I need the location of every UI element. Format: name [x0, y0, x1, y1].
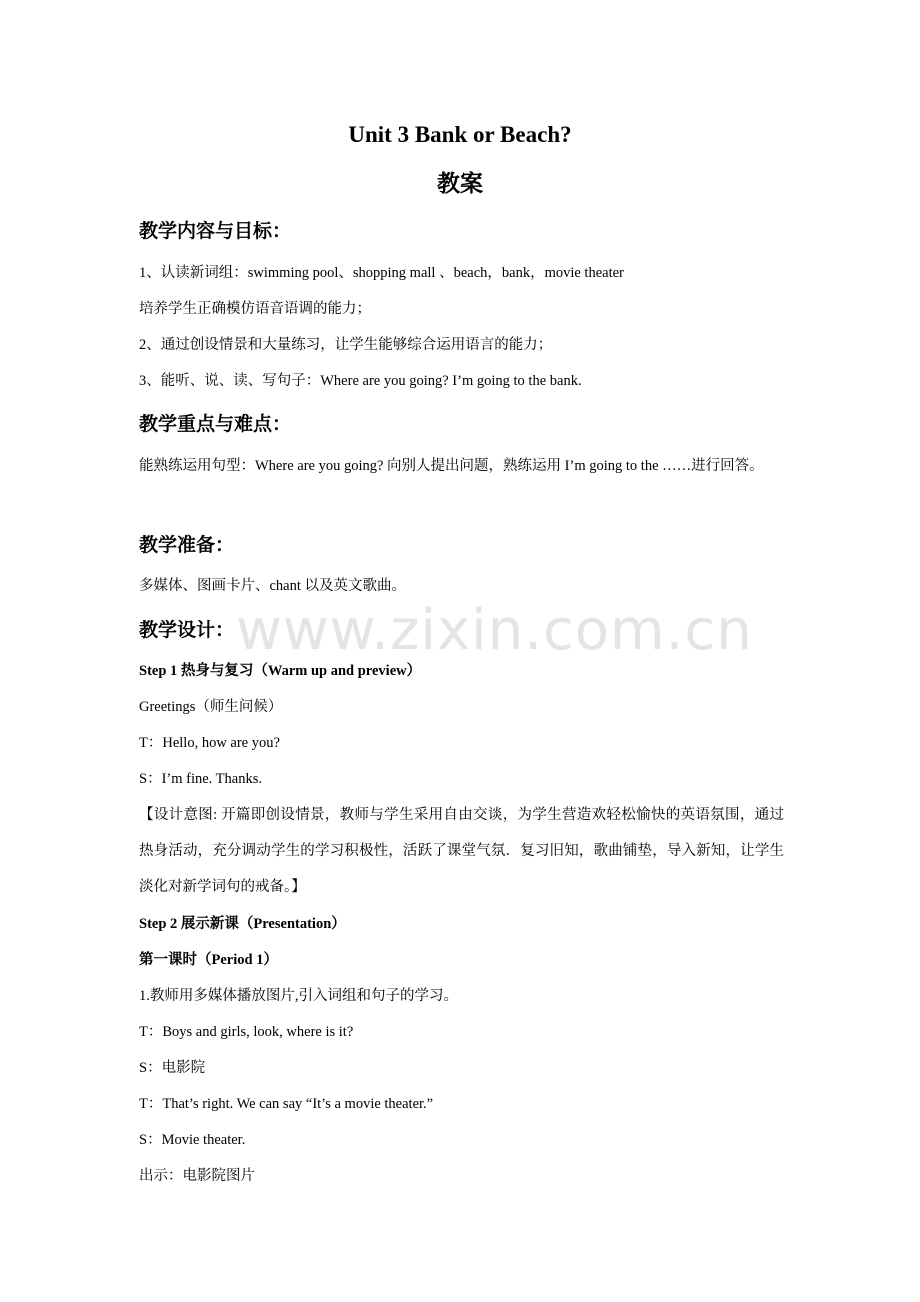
objectives-heading: 教学内容与目标：: [139, 220, 292, 242]
step1-line-1: Greetings（师生问候）: [139, 699, 283, 715]
preparation-heading: 教学准备：: [139, 534, 235, 556]
document-title: Unit 3 Bank or Beach?: [348, 122, 572, 147]
design-heading: 教学设计：: [139, 619, 235, 641]
key-points-heading: 教学重点与难点：: [139, 413, 292, 435]
step1-line-2: T：Hello, how are you?: [139, 735, 280, 751]
watermark-text: www.zixin.com.cn: [236, 598, 753, 663]
design-intent-paragraph: 【设计意图: 开篇即创设情景，教师与学生采用自由交谈，为学生营造欢轻松愉快的英语氛围，通过热身活动，充分调动学生的学习积极性，活跃了课堂气氛．复习旧知，歌曲铺垫，导入新知，让学生淡化对新学词句的戒备。】: [139, 807, 784, 895]
step2-title: Step 2 展示新课（Presentation）: [139, 916, 346, 932]
document-subtitle: 教案: [437, 171, 483, 197]
step2-line-6: 出示：电影院图片: [139, 1168, 255, 1184]
objectives-line-2: 培养学生正确模仿语音语调的能力；: [139, 301, 371, 317]
objectives-line-1: 1、认读新词组：swimming pool、shopping mall 、beach，bank，movie theater: [139, 265, 624, 281]
preparation-line: 多媒体、图画卡片、chant 以及英文歌曲。: [139, 578, 407, 594]
objectives-line-4: 3、能听、说、读、写句子：Where are you going? I’m going to the bank.: [139, 373, 582, 389]
step2-line-3: S：电影院: [139, 1060, 206, 1076]
step2-line-4: T：That’s right. We can say “It’s a movie theater.”: [139, 1096, 434, 1112]
step1-line-3: S：I’m fine. Thanks.: [139, 771, 262, 787]
step2-line-5: S：Movie theater.: [139, 1132, 246, 1148]
step1-title: Step 1 热身与复习（Warm up and preview）: [139, 663, 422, 679]
step2-line-2: T：Boys and girls, look, where is it?: [139, 1024, 354, 1040]
step2-line-1: 1.教师用多媒体播放图片,引入词组和句子的学习。: [139, 988, 458, 1004]
key-points-paragraph: 能熟练运用句型：Where are you going? 向别人提出问题，熟练运用 I’m going to the ……进行回答。: [139, 458, 764, 474]
period-title: 第一课时（Period 1）: [139, 952, 278, 968]
objectives-line-3: 2、通过创设情景和大量练习，让学生能够综合运用语言的能力；: [139, 337, 553, 353]
